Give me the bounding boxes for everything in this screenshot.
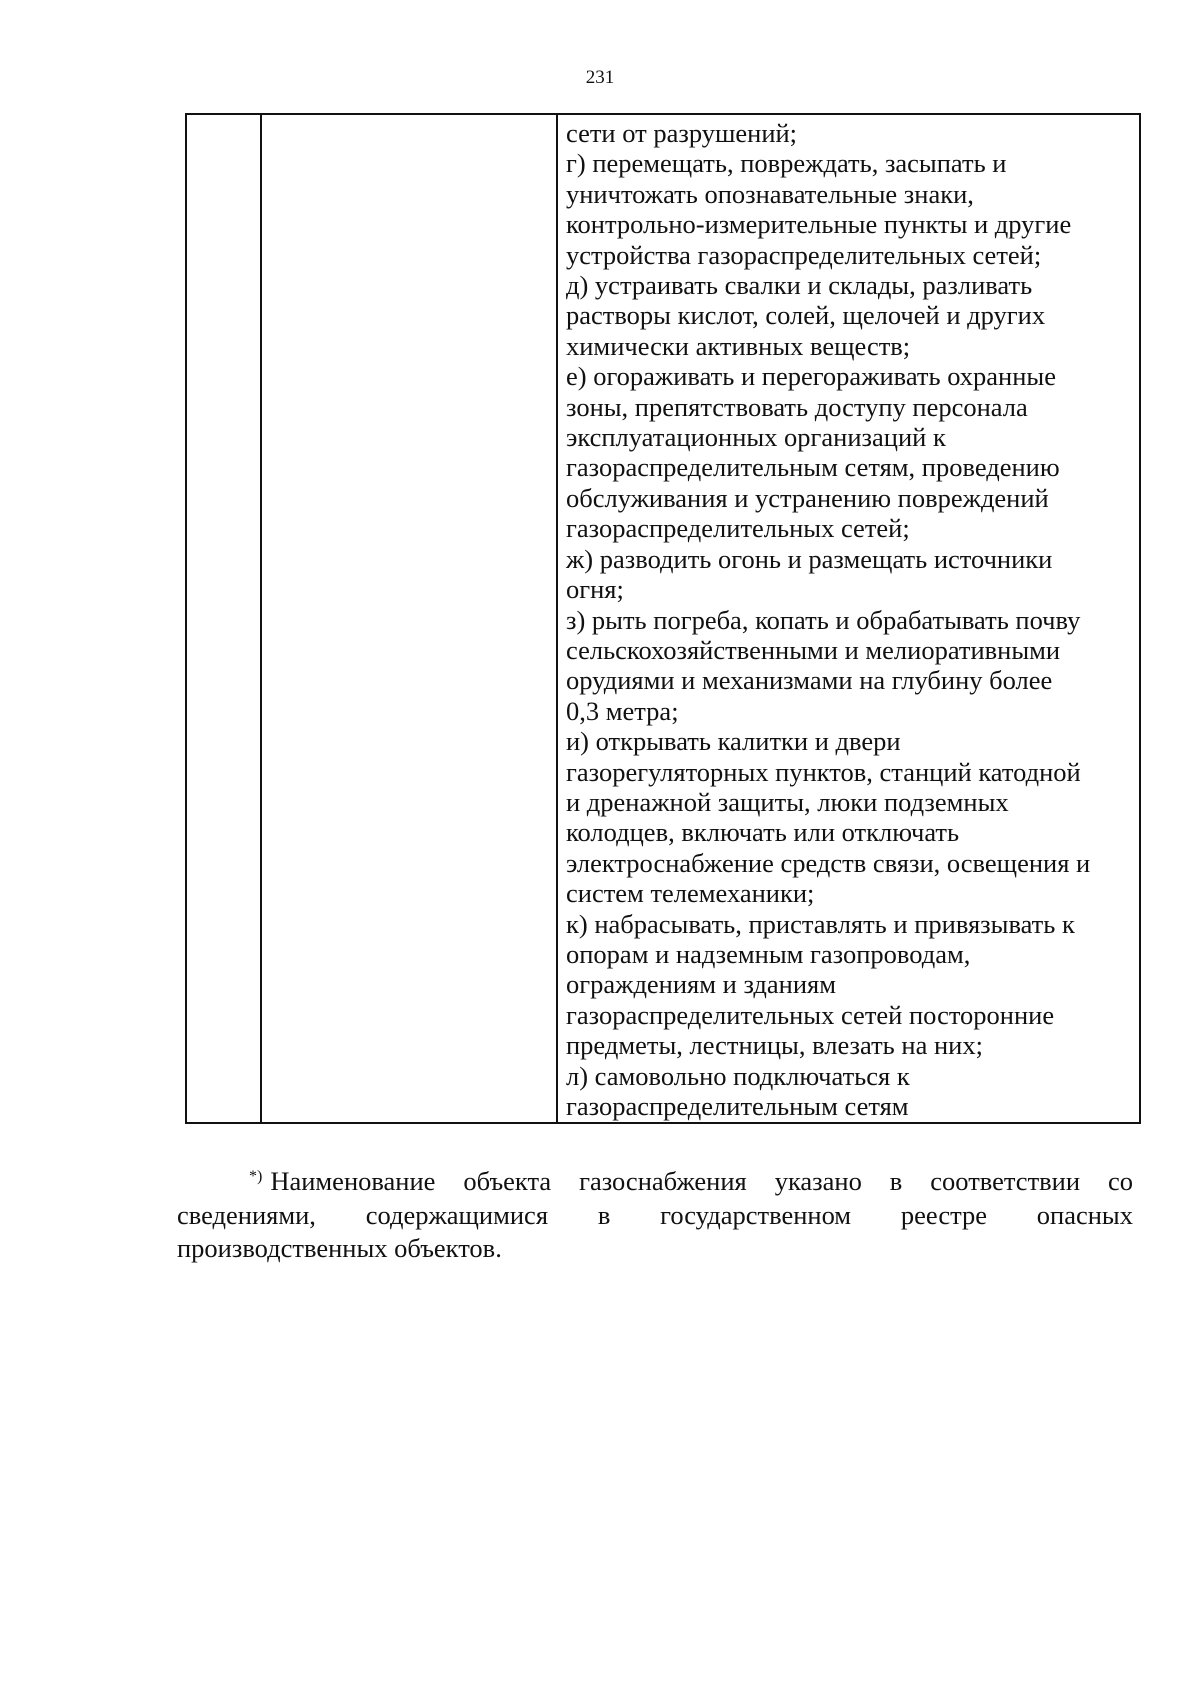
restriction-line: эксплуатационных организаций к — [566, 422, 946, 453]
table-cell-number — [186, 114, 261, 1123]
table-cell-restrictions — [557, 114, 1140, 1123]
restriction-line: газораспределительных сетей; — [566, 513, 910, 544]
footnote-marker: *) — [249, 1168, 263, 1185]
restriction-line: электроснабжение средств связи, освещения и — [566, 847, 1091, 878]
footnote-line: сведениями, содержащимися в государственном реестре опасных — [177, 1199, 1133, 1230]
restriction-line: газораспределительным сетям — [566, 1091, 909, 1121]
restriction-line: опорам и надземным газопроводам, — [566, 938, 971, 969]
footnote-line — [177, 1160, 1133, 1199]
restriction-line: газораспределительных сетей посторонние — [566, 999, 1055, 1030]
restriction-line: и) открывать калитки и двери — [566, 726, 901, 757]
restriction-line: ограждениям и зданиям — [566, 969, 836, 1000]
requirements-table — [185, 113, 1141, 1124]
restriction-line: растворы кислот, солей, щелочей и других — [566, 300, 1046, 331]
restriction-line: и дренажной защиты, люки подземных — [566, 786, 1009, 817]
restriction-line: ж) разводить огонь и размещать источники — [566, 543, 1053, 574]
restriction-line: к) набрасывать, приставлять и привязывать к — [566, 908, 1075, 939]
restriction-line: е) огораживать и перегораживать охранные — [566, 361, 1056, 392]
footnote-line: производственных объектов. — [177, 1233, 502, 1263]
restriction-line: уничтожать опознавательные знаки, — [566, 178, 974, 209]
restriction-line: химически активных веществ; — [566, 330, 911, 361]
restriction-line: сети от разрушений; — [566, 118, 798, 148]
restriction-line: д) устраивать свалки и склады, разливать — [566, 270, 1033, 301]
restriction-line: 0,3 метра; — [566, 695, 679, 726]
footnote-text: Наименование объекта газоснабжения указано в соответствии со — [270, 1166, 1133, 1196]
restriction-line: систем телемеханики; — [566, 878, 815, 909]
footnote — [177, 1160, 1133, 1266]
restriction-line: г) перемещать, повреждать, засыпать и — [566, 148, 1007, 179]
restriction-line: орудиями и механизмами на глубину более — [566, 665, 1053, 696]
restriction-line: обслуживания и устранению повреждений — [566, 482, 1049, 513]
restriction-line: газораспределительным сетям, проведению — [566, 452, 1060, 483]
table-cell-object — [261, 114, 557, 1123]
restriction-line: предметы, лестницы, влезать на них; — [566, 1030, 983, 1061]
restriction-line: устройства газораспределительных сетей; — [566, 239, 1042, 270]
restriction-line: огня; — [566, 574, 624, 605]
restriction-line: контрольно-измерительные пункты и другие — [566, 209, 1072, 240]
restriction-line: з) рыть погреба, копать и обрабатывать почву — [566, 604, 1081, 635]
restriction-line: колодцев, включать или отключать — [566, 817, 960, 848]
restriction-line: зоны, препятствовать доступу персонала — [566, 391, 1028, 422]
restriction-line: газорегуляторных пунктов, станций катодной — [566, 756, 1081, 787]
restriction-line: л) самовольно подключаться к — [566, 1060, 910, 1091]
page-number: 231 — [585, 67, 615, 88]
table-row — [186, 114, 1140, 1123]
restriction-line: сельскохозяйственными и мелиоративными — [566, 634, 1061, 665]
